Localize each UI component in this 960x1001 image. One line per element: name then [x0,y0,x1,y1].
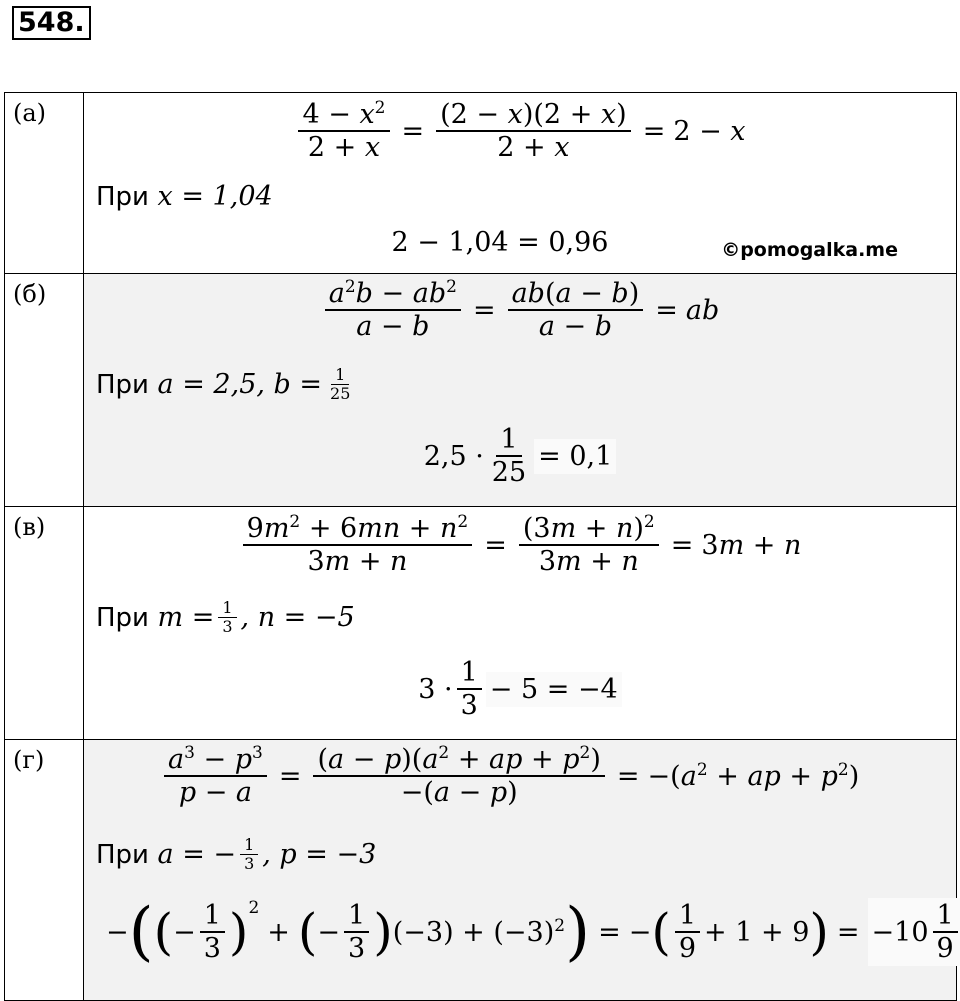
condition: , n = −5 [240,602,355,634]
condition-line [96,599,355,637]
row-body [84,274,957,507]
fraction: $\frac{9m^2 + 6mn + n^2}{3m + n}$ [243,513,473,577]
table-row [5,740,957,1001]
row-body [84,93,957,274]
fraction: $\frac{1}{3}$ [457,657,482,721]
result-whole: −10 [871,916,929,948]
equation-line: $\frac{a^3 - p^3}{p - a}$ = $\frac{(a - p)(a^2 + ap + p^2)}{-(a - p)}$ = $-(a^2$ + ap + $p^2$) [160,744,859,808]
condition: a = 2,5, b = [157,369,323,401]
fraction: $\frac{1}{25}$ [330,365,351,404]
row-label: (б) [5,274,84,507]
condition: m = [157,602,215,634]
condition: , p = −3 [262,839,377,871]
condition-line [96,181,273,212]
fraction: $\frac{1}{25}$ [491,424,527,489]
fraction: $\frac{a^3 - p^3}{p - a}$ [164,744,267,808]
fraction: $\frac{1}{3}$ [344,900,369,964]
pri-text: При [96,839,149,870]
pri-text: При [96,181,149,212]
fraction: $\frac{ab(a - b)}{a - b}$ [508,278,644,342]
fraction: $\frac{1}{9}$ [675,900,700,964]
pri-text: При [96,602,149,633]
problem-number: 548. [12,6,91,40]
row-label: (в) [5,507,84,740]
calculation-result: = 0,1 [534,439,616,474]
fraction: $\frac{(2 - x)(2 + x)}{2 + x}$ [436,99,631,163]
condition: a = − [157,839,237,871]
condition: x = 1,04 [157,181,273,212]
table-row [5,507,957,740]
condition-line [96,366,358,404]
fraction: $\frac{a^2b - ab^2}{a - b}$ [325,278,461,342]
watermark: ©pomogalka.me [721,239,898,261]
calculation: 3 · [418,673,453,705]
fraction: $\frac{(3m + n)^2}{3m + n}$ [519,513,659,577]
row-label: (а) [5,93,84,274]
row-body [84,507,957,740]
fraction: $\frac{1}{3}$ [218,599,236,637]
fraction: $\frac{1}{9}$ [933,900,958,964]
fraction: $\frac{1}{3}$ [240,836,258,874]
pri-text: При [96,369,149,400]
calculation: 2 − 1,04 = 0,96 [391,227,609,258]
calc-line [84,424,956,488]
calc-line: − ( ( − $\frac{1}{3}$ ) 2 + ( − $\frac{1}{3}$ ) $(-3) + (-3)^2$ ) = − ( $\frac{1}{9}$ + 1 + 9 ) = −10 $\frac{1}{9}$ [106,898,960,966]
calculation-result: − 5 = −4 [486,672,622,707]
row-label: (г) [5,740,84,1001]
condition-line [96,836,376,874]
solution-table [4,92,957,1001]
table-row [5,274,957,507]
equation-line: $\frac{9m^2 + 6mn + n^2}{3m + n}$ = $\frac{(3m + n)^2}{3m + n}$ = 3m + n [84,513,956,577]
calc-line [84,657,956,721]
fraction: $\frac{(a - p)(a^2 + ap + p^2)}{-(a - p)}$ [313,744,604,808]
row-body [84,740,957,1001]
final-result [868,898,960,966]
table-row [5,93,957,274]
calculation: 2,5 · [423,440,484,472]
equation-line: $\frac{4 - x^2}{2 + x}$ = $\frac{(2 - x)(2 + x)}{2 + x}$ = 2 − x [84,99,956,163]
fraction: $\frac{4 - x^2}{2 + x}$ [298,99,389,163]
equation-line: $\frac{a^2b - ab^2}{a - b}$ = $\frac{ab(a - b)}{a - b}$ = ab [84,278,956,342]
fraction: $\frac{1}{3}$ [200,900,225,964]
